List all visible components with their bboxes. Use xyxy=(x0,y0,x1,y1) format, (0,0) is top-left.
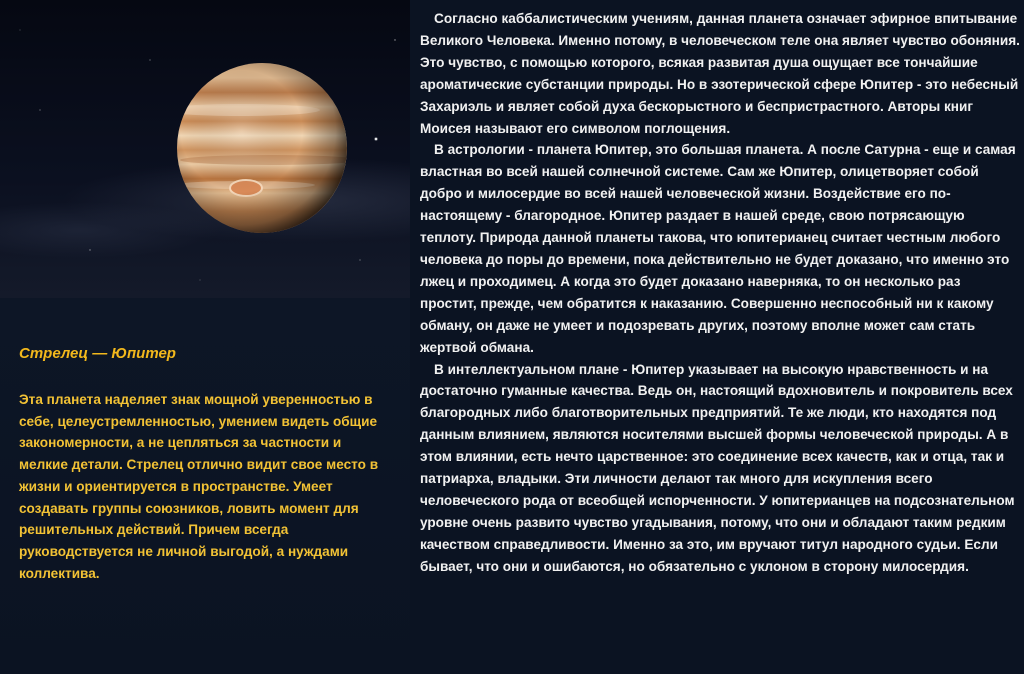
article-paragraph: В астрологии - планета Юпитер, это большая планета. А после Сатурна - еще и самая властная во всей нашей солнечной системе. Сам же Юпитер, олицетворяет собой добро и милосердие во всей нашей человеческой жизни. Воздействие его по-настоящему - благородное. Юпитер раздает в нашей среде, свою потрясающую теплоту. Природа данной планеты такова, что юпитерианец считает честным любого человека до поры до времени, пока действительно не будет доказано, что именно это лжец и проходимец. А когда это будет доказано наверняка, то он несколько раз простит, прежде, чем обратится к наказанию. Совершенно неспособный ни к какому обману, он даже не умеет и подозревать других, поэтому вполне может сам стать жертвой обмана. xyxy=(420,142,1016,355)
article-paragraph: Согласно каббалистическим учениям, данная планета означает эфирное впитывание Великого Человека. Именно потому, в человеческом теле она являет чувство обоняния. Это чувство, с помощью которого, всякая развитая душа ощущает все тончайшие ароматические субстанции природы. Но в эзотерической сфере Юпитер - это небесный Захариэль и являет собой духа бескорыстного и беспристрастного. Авторы книг Моисея называют его символом поглощения. xyxy=(420,11,1020,136)
jupiter-image xyxy=(0,0,410,298)
jupiter-planet-illustration xyxy=(0,0,410,298)
article-paragraph: В интеллектуальном плане - Юпитер указывает на высокую нравственность и на достаточно гуманные качества. Ведь он, настоящий вдохновитель и покровитель всех благородных либо благотворительных предприятий. Те же люди, кто находятся под данным влиянием, являются носителями высшей формы человеческой природы. А в этом влиянии, есть нечто царственное: это соединение всех качеств, как и отца, так и патриарха, владыки. Эти личности делают так много для искупления всего человеческого рода от всеобщей испорченности. У юпитерианцев на подсознательном уровне очень развито чувство угадывания, потому, что они и обладают таким редким качеством справедливости. Именно за это, им вручают титул народного судьи. Если бывает, что они и ошибаются, но обязательно с уклоном в сторону милосердия. xyxy=(420,361,1015,574)
sidebar-description: Эта планета наделяет знак мощной уверенностью в себе, целеустремленностью, умением видеть общие закономерности, а не цепляться за частности и мелкие детали. Стрелец отлично видит свое место в жизни и ориентируется в пространстве. Умеет создавать группы союзников, ловить момент для решительных действий. Причем всегда руководствуется не личной выгодой, а нуждами коллектива. xyxy=(19,392,379,581)
sidebar-title: Стрелец — Юпитер xyxy=(19,345,176,362)
main-article xyxy=(420,8,1020,578)
